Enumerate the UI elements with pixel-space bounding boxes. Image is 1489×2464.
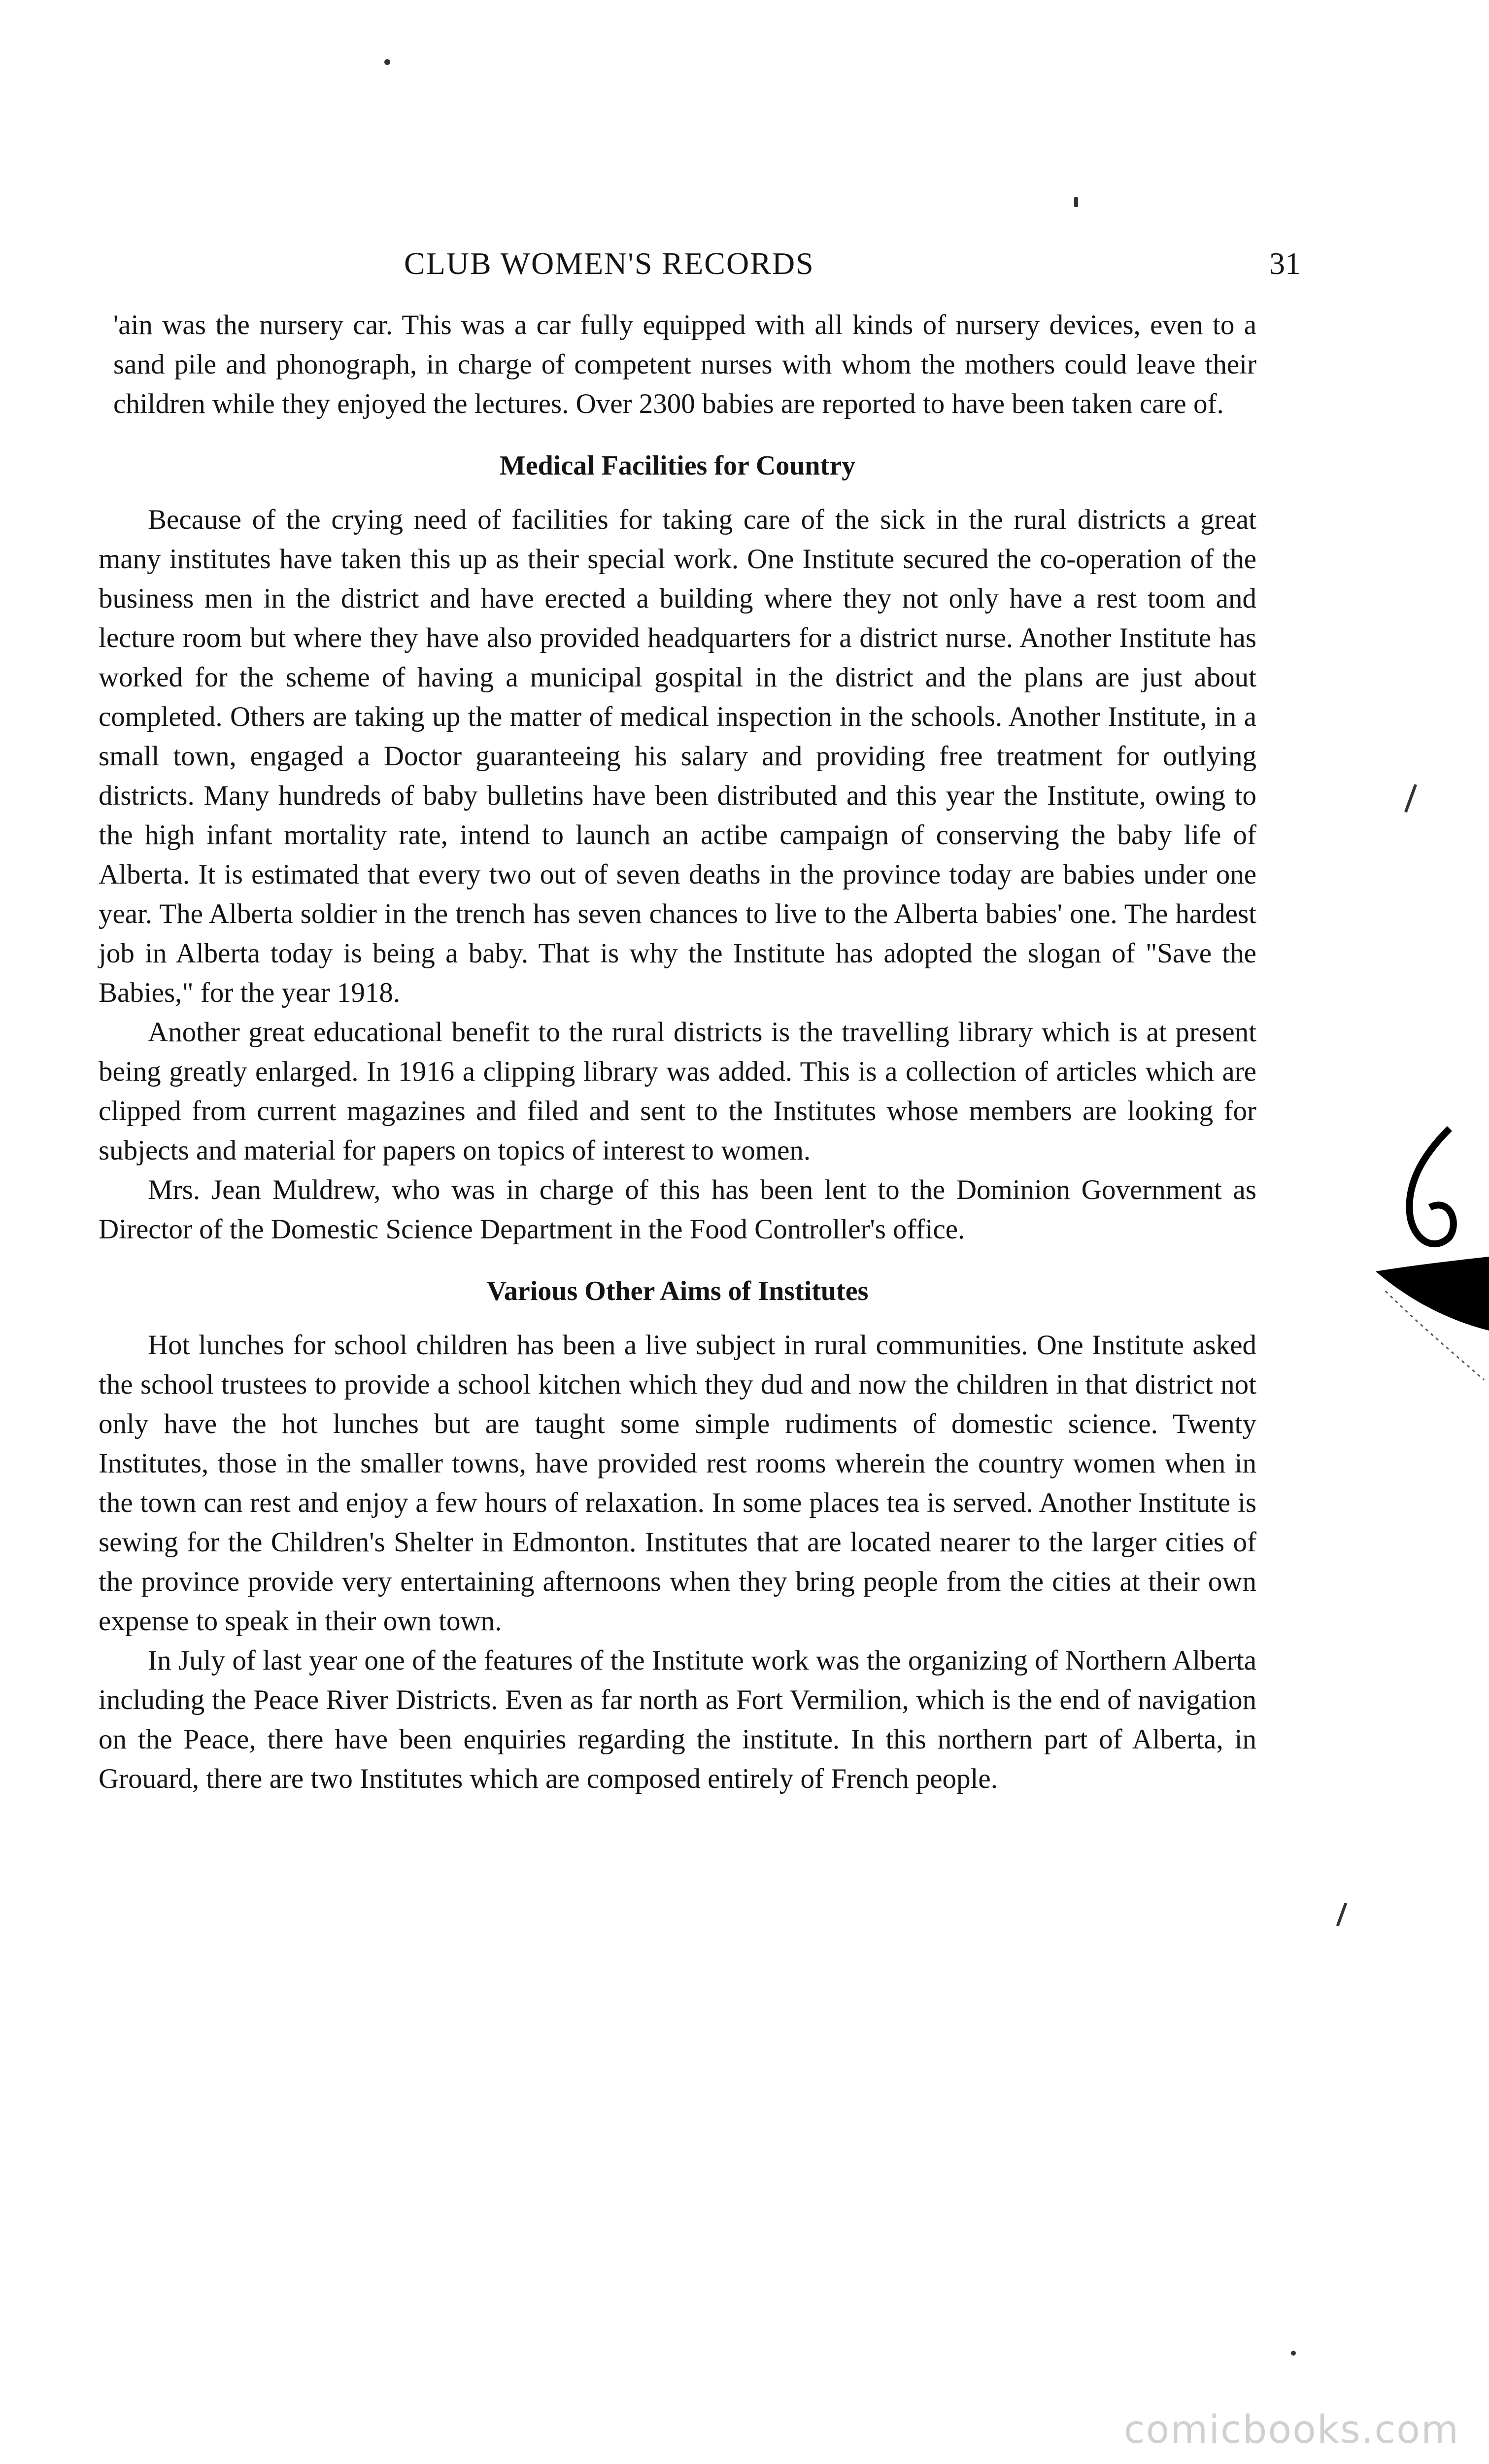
heading-other-aims: Various Other Aims of Institutes bbox=[486, 1276, 869, 1306]
body-text bbox=[99, 306, 1256, 1799]
paragraph-medical-3: Mrs. Jean Muldrew, who was in charge of this has been lent to the Dominion Government as Director of the Domestic Science Department in the Food Controller's office. bbox=[99, 1174, 1256, 1245]
running-header bbox=[108, 241, 1301, 286]
heading-medical-facilities: Medical Facilities for Country bbox=[499, 450, 856, 481]
ink-blot-mark bbox=[1376, 1124, 1489, 1400]
running-title: CLUB WOMEN'S RECORDS bbox=[404, 246, 814, 281]
watermark: comicbooks.com bbox=[1123, 2408, 1459, 2452]
paragraph-medical-2: Another great educational benefit to the rural districts is the travelling library which is at present being greatly enlarged. In 1916 a clipping library was added. This is a collection of articles which are clipped from current magazines and filed and sent to the Institutes whose members are looking for subjects and material for papers on topics of interest to women. bbox=[99, 1017, 1256, 1166]
paper-speck bbox=[384, 59, 390, 65]
paper-speck bbox=[1074, 197, 1078, 207]
paper-speck bbox=[1336, 1902, 1348, 1926]
page-number: 31 bbox=[1269, 246, 1301, 281]
paragraph-medical-1: Because of the crying need of facilities for taking care of the sick in the rural districts a great many institutes have taken this up as their special work. One Institute secured the co-operation of the business men in the district and have erected a building where they not only have a rest toom and lecture room but where they have also provided headquarters for a district nurse. Another Institute has worked for the scheme of having a municipal gospital in the district and the plans are just about completed. Others are taking up the matter of medical inspection in the schools. Another Institute, in a small town, engaged a Doctor guaranteeing his salary and providing free treatment for outlying districts. Many hundreds of baby bulletins have been distributed and this year the Institute, owing to the high infant mortality rate, intend to launch an actibe campaign of conserving the baby life of Alberta. It is estimated that every two out of seven deaths in the province today are babies under one year. The Alberta soldier in the trench has seven chances to live to the Alberta babies' one. The hardest job in Alberta today is being a baby. That is why the Institute has adopted the slogan of "Save the Babies," for the year 1918. bbox=[99, 504, 1256, 1008]
paragraph-other-1: Hot lunches for school children has been a live subject in rural communities. One Institute asked the school trustees to provide a school kitchen which they dud and now the children in that district not only have the hot lunches but are taught some simple rudiments of domestic science. Twenty Institutes, those in the smaller towns, have provided rest rooms wherein the country women when in the town can rest and enjoy a few hours of relaxation. In some places tea is served. Another Institute is sewing for the Children's Shelter in Edmonton. Institutes that are located nearer to the larger cities of the province provide very entertaining afternoons when they bring people from the cities at their own expense to speak in their own town. bbox=[99, 1330, 1256, 1637]
intro-paragraph: 'ain was the nursery car. This was a car fully equipped with all kinds of nursery devices, even to a sand pile and phonograph, in charge of competent nurses with whom the mothers could leave their children while they enjoyed the lectures. Over 2300 babies are reported to have been taken care of. bbox=[113, 309, 1256, 419]
paper-speck bbox=[1291, 2351, 1296, 2356]
paper-speck bbox=[1404, 784, 1417, 813]
paragraph-other-2: In July of last year one of the features of the Institute work was the organizing of Northern Alberta including the Peace River Districts. Even as far north as Fort Vermilion, which is the end of navigation on the Peace, there have been enquiries regarding the institute. In this northern part of Alberta, in Grouard, there are two Institutes which are composed entirely of French people. bbox=[99, 1645, 1256, 1794]
